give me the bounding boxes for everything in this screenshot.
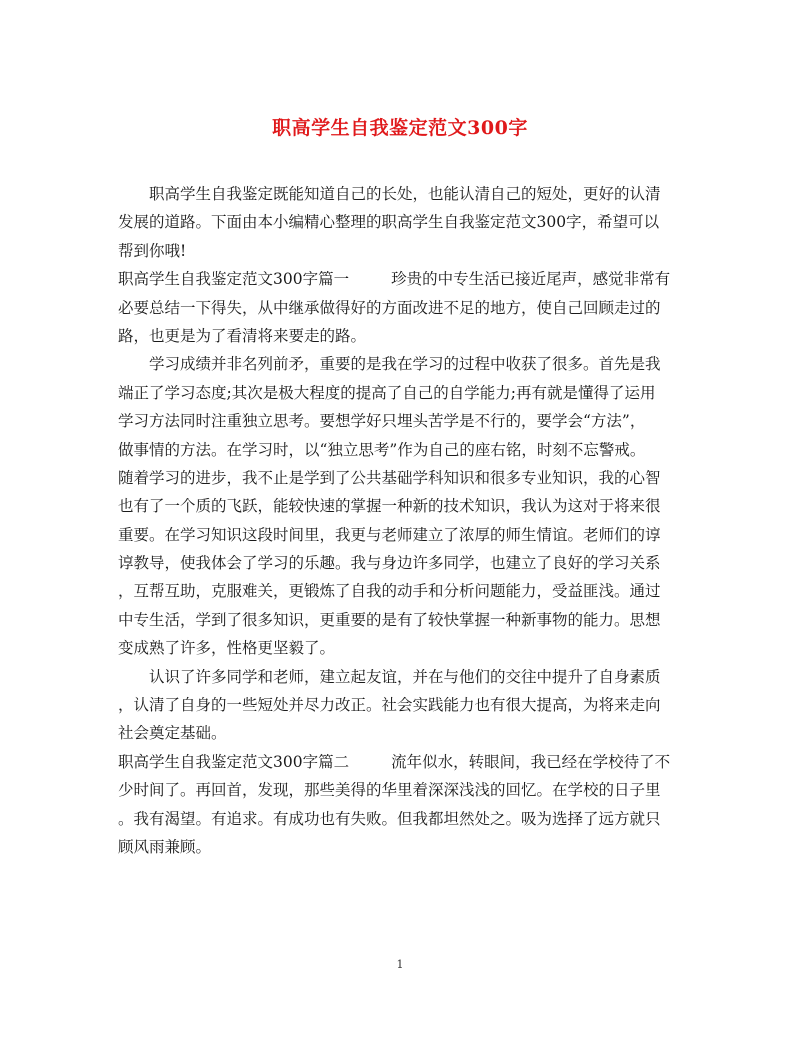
section-opening-text: 流年似水，转眼间，我已经在学校待了不 bbox=[391, 752, 671, 771]
paragraph-line: 学习方法同时注重独立思考。要想学好只埋头苦学是不行的，要学会“方法”， bbox=[118, 412, 646, 431]
paragraph-line: ，互帮互助，克服难关，更锻炼了自我的动手和分析问题能力，受益匪浅。通过 bbox=[118, 582, 661, 601]
paragraph-line: 做事情的方法。在学习时，以“独立思考”作为自己的座右铭，时刻不忘警戒。 bbox=[118, 440, 646, 459]
paragraph-line: 端正了学习态度;其次是极大程度的提高了自己的自学能力;再有就是懂得了运用 bbox=[118, 383, 656, 402]
document-body bbox=[118, 180, 682, 861]
section-opening-text: 珍贵的中专生活已接近尾声，感觉非常有 bbox=[391, 270, 671, 289]
section-heading-line bbox=[118, 748, 682, 776]
paragraph-line: 也有了一个质的飞跃，能较快速的掌握一种新的技术知识，我认为这对于将来很 bbox=[118, 497, 661, 516]
paragraph-line: 变成熟了许多，性格更坚毅了。 bbox=[118, 639, 336, 658]
document-title: 职高学生自我鉴定范文300字 bbox=[272, 117, 528, 139]
paragraph-line: 认识了许多同学和老师，建立起友谊，并在与他们的交往中提升了自身素质 bbox=[149, 667, 661, 686]
paragraph-line: 少时间了。再回首，发现，那些美得的华里着深深浅浅的回忆。在学校的日子里 bbox=[118, 781, 661, 800]
section-heading-line bbox=[118, 265, 682, 293]
section-heading: 职高学生自我鉴定范文300字篇二 bbox=[118, 752, 350, 771]
paragraph-line: 必要总结一下得失，从中继承做得好的方面改进不足的地方，使自己回顾走过的 bbox=[118, 298, 661, 317]
paragraph-line: 中专生活，学到了很多知识，更重要的是有了较快掌握一种新事物的能力。思想 bbox=[118, 610, 661, 629]
paragraph-line: 随着学习的进步，我不止是学到了公共基础学科知识和很多专业知识，我的心智 bbox=[118, 468, 661, 487]
paragraph-line: 帮到你哦! bbox=[118, 241, 187, 260]
paragraph-line: 顾风雨兼顾。 bbox=[118, 837, 212, 856]
paragraph-line: 重要。在学习知识这段时间里，我更与老师建立了浓厚的师生情谊。老师们的谆 bbox=[118, 525, 661, 544]
paragraph-line: ，认清了自身的一些短处并尽力改正。社会实践能力也有很大提高，为将来走向 bbox=[118, 696, 661, 715]
paragraph-line: 谆教导，使我体会了学习的乐趣。我与身边许多同学，也建立了良好的学习关系 bbox=[118, 554, 661, 573]
paragraph-line: 学习成绩并非名列前矛，重要的是我在学习的过程中收获了很多。首先是我 bbox=[149, 355, 661, 374]
paragraph-line: 社会奠定基础。 bbox=[118, 724, 227, 743]
page-number: 1 bbox=[396, 958, 404, 971]
paragraph-line: 职高学生自我鉴定既能知道自己的长处，也能认清自己的短处，更好的认清 bbox=[149, 185, 661, 203]
paragraph-line: 。我有渴望。有追求。有成功也有失败。但我都坦然处之。吸为选择了远方就只 bbox=[118, 809, 661, 828]
section-heading: 职高学生自我鉴定范文300字篇一 bbox=[118, 270, 350, 289]
paragraph-line: 发展的道路。下面由本小编精心整理的职高学生自我鉴定范文300字，希望可以 bbox=[118, 213, 660, 232]
paragraph-line: 路，也更是为了看清将来要走的路。 bbox=[118, 326, 367, 345]
